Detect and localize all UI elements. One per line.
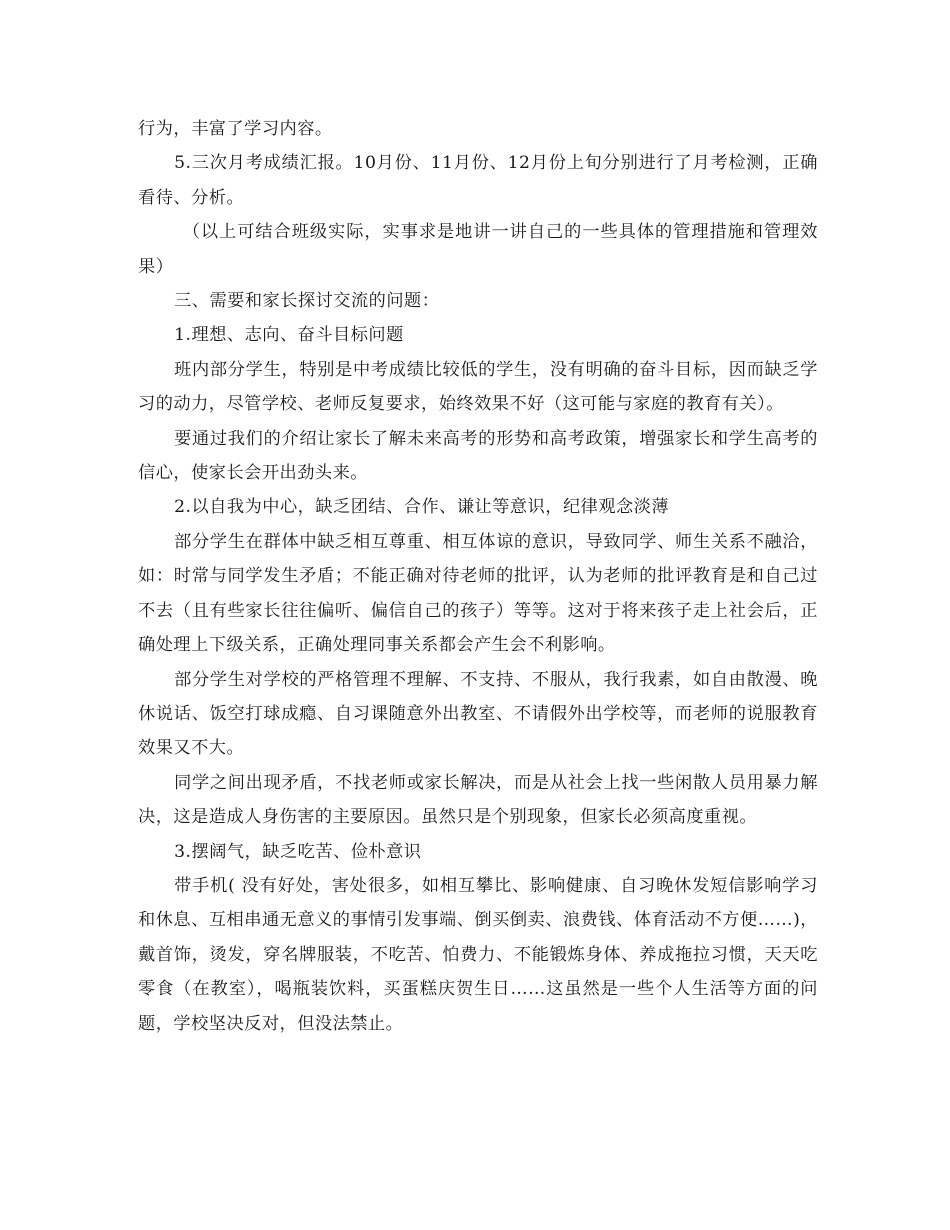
paragraph-discipline-problem: 部分学生对学校的严格管理不理解、不支持、不服从，我行我素，如自由散漫、晚休说话、饭空打球成瘾、自习课随意外出教室、不请假外出学校等，而老师的说服教育效果又不大。	[138, 669, 818, 759]
paragraph-respect-problem: 部分学生在群体中缺乏相互尊重、相互体谅的意识，导致同学、师生关系不融洽，如：时常与同学发生矛盾；不能正确对待老师的批评，认为老师的批评教育是和自己过不去（且有些家长往往偏听、偏信自己的孩子）等等。这对于将来孩子走上社会后，正确处理上下级关系，正确处理同事关系都会产生会不利影响。	[138, 531, 818, 656]
section-heading-3: 三、需要和家长探讨交流的问题：	[174, 291, 440, 312]
paragraph-phones-problem: 带手机( 没有好处，害处很多，如相互攀比、影响健康、自习晚休发短信影响学习和休息、互相串通无意义的事情引发事端、倒买倒卖、浪费钱、体育活动不方便……)，戴首饰，烫发，穿名牌服装，不吃苦、怕费力、不能锻炼身体、养成拖拉习惯，天天吃零食（在教室），喝瓶装饮料，买蛋糕庆贺生日……这虽然是一些个人生活等方面的问题，学校坚决反对，但没法禁止。	[138, 875, 818, 1034]
paragraph-goals-problem: 班内部分学生，特别是中考成绩比较低的学生，没有明确的奋斗目标，因而缺乏学习的动力，尽管学校、老师反复要求，始终效果不好（这可能与家庭的教育有关）。	[138, 359, 818, 415]
paragraph-conflict-problem: 同学之间出现矛盾，不找老师或家长解决，而是从社会上找一些闲散人员用暴力解决，这是造成人身伤害的主要原因。虽然只是个别现象，但家长必须高度重视。	[138, 772, 818, 828]
paragraph-note: （以上可结合班级实际，实事求是地讲一讲自己的一些具体的管理措施和管理效果）	[138, 222, 818, 277]
document-body	[138, 112, 818, 1041]
paragraph-continuation: 行为，丰富了学习内容。	[138, 119, 333, 139]
paragraph-gaokao-intro: 要通过我们的介绍让家长了解未来高考的形势和高考政策，增强家长和学生高考的信心，使家长会开出劲头来。	[138, 428, 818, 484]
subheading-1-ideals: 1.理想、志向、奋斗目标问题	[174, 325, 404, 346]
subheading-3-extravagance: 3.摆阔气，缺乏吃苦、俭朴意识	[174, 841, 422, 862]
subheading-2-self-centered: 2.以自我为中心，缺乏团结、合作、谦让等意识，纪律观念淡薄	[174, 497, 670, 518]
paragraph-item-5-exam-report: 5.三次月考成绩汇报。10月份、11月份、12月份上旬分别进行了月考检测，正确看待、分析。	[138, 153, 818, 208]
